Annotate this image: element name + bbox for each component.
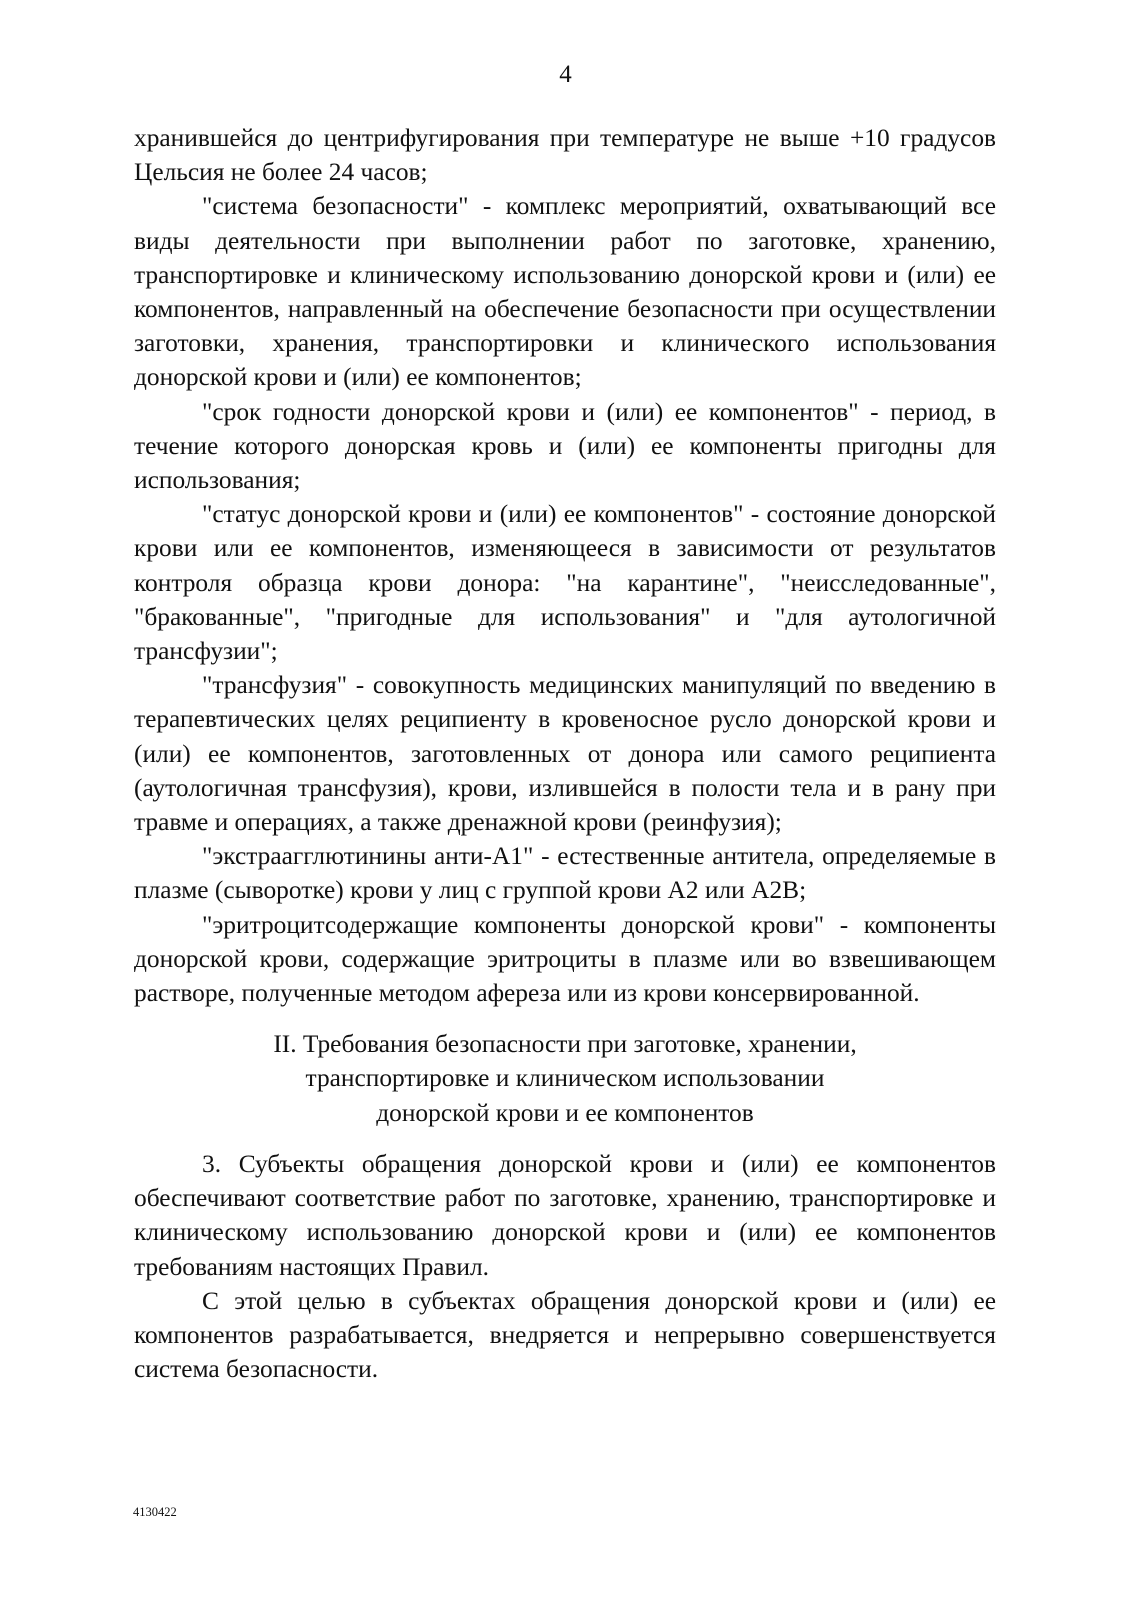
section-heading (134, 1027, 996, 1130)
definition-erythrocyte-components: "эритроцитсодержащие компоненты донорской крови" - компоненты донорской крови, содержащие эритроциты в плазме или во взвешивающем растворе, полученные методом афереза или из крови консервированной. (134, 910, 996, 1008)
section-heading-line: донорской крови и ее компонентов (376, 1098, 754, 1127)
page-number: 4 (559, 61, 572, 88)
document-code: 4130422 (133, 1505, 177, 1519)
clause-3: 3. Субъекты обращения донорской крови и (или) ее компонентов обеспечивают соответствие работ по заготовке, хранению, транспортировке и клиническому использованию донорской крови и (или) ее компонентов требованиям настоящих Правил. (134, 1149, 996, 1281)
section-heading-line: II. Требования безопасности при заготовке, хранении, (273, 1030, 857, 1059)
definition-blood-status: "статус донорской крови и (или) ее компонентов" - состояние донорской крови или ее компонентов, изменяющееся в зависимости от результатов контроля образца крови донора: "на карантине", "неисследованные", "бракованные", "пригодные для использования" и "для аутологичной трансфузии"; (134, 500, 996, 666)
section-heading-line: транспортировке и клиническом использовании (305, 1064, 825, 1093)
clause-3-continuation: С этой целью в субъектах обращения донорской крови и (или) ее компонентов разрабатывается, внедряется и непрерывно совершенствуется система безопасности. (134, 1286, 996, 1384)
definition-shelf-life: "срок годности донорской крови и (или) ее компонентов" - период, в течение которого донорская кровь и (или) ее компоненты пригодны для использования; (134, 397, 996, 495)
definition-transfusion: "трансфузия" - совокупность медицинских манипуляций по введению в терапевтических целях реципиенту в кровеносное русло донорской крови и (или) ее компонентов, заготовленных от донора или самого реципиента (аутологичная трансфузия), крови, излившейся в полости тела и в рану при травме и операциях, а также дренажной крови (реинфузия); (134, 671, 996, 837)
paragraph-continuation: хранившейся до центрифугирования при температуре не выше +10 градусов Цельсия не более 24 часов; (134, 124, 996, 187)
definition-extraagglutinins: "экстраагглютинины анти-A1" - естественные антитела, определяемые в плазме (сыворотке) крови у лиц с группой крови A2 или A2B; (134, 842, 996, 905)
document-body (134, 121, 996, 1386)
definition-safety-system: "система безопасности" - комплекс мероприятий, охватывающий все виды деятельности при выполнении работ по заготовке, хранению, транспортировке и клиническому использованию донорской крови и (или) ее компонентов, направленный на обеспечение безопасности при осуществлении заготовки, хранения, транспортировки и клинического использования донорской крови и (или) ее компонентов; (134, 192, 996, 392)
